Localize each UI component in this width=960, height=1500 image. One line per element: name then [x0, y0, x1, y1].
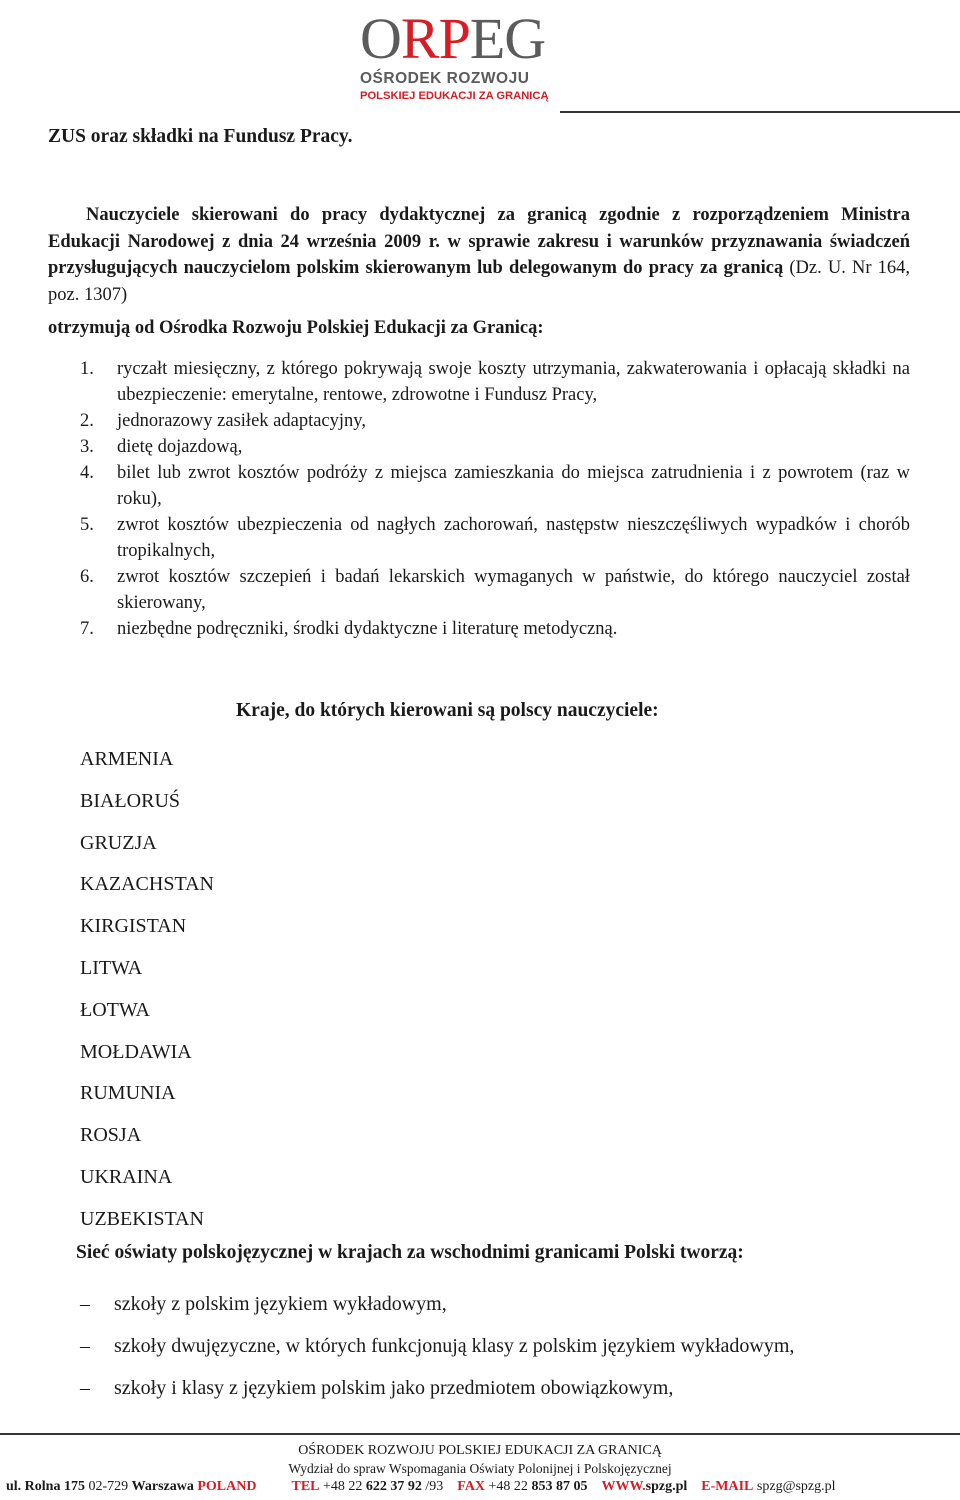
- zus-heading: ZUS oraz składki na Fundusz Pracy.: [48, 126, 353, 147]
- footer-email-label: E-MAIL: [701, 1479, 754, 1494]
- list-item: 7. niezbędne podręczniki, środki dydaktyczne i literaturę metodyczną.: [80, 619, 618, 639]
- footer-department: Wydział do spraw Wspomagania Oświaty Polonijnej i Polskojęzycznej: [288, 1461, 672, 1476]
- intro-citation: (Dz. U. Nr 164, poz. 1307): [48, 258, 910, 305]
- footer-city: Warszawa: [131, 1479, 194, 1494]
- list-item: GRUZJA: [80, 831, 157, 854]
- logo-letter-p: P: [438, 6, 470, 71]
- list-item: – szkoły i klasy z językiem polskim jako przedmiotem obowiązkowym,: [80, 1377, 674, 1399]
- list-item: MOŁDAWIA: [80, 1040, 192, 1063]
- footer-tel-ext: /93: [421, 1479, 444, 1494]
- list-item: – szkoły dwujęzyczne, w których funkcjonują klasy z polskim językiem wykładowym,: [80, 1335, 795, 1357]
- list-item: 3. dietę dojazdową,: [80, 437, 243, 457]
- logo-letter-r: R: [400, 6, 439, 71]
- network-list: [80, 1283, 794, 1409]
- list-item: RUMUNIA: [80, 1082, 176, 1105]
- footer-postcode: 02-729: [84, 1479, 132, 1494]
- list-item: KAZACHSTAN: [80, 873, 214, 896]
- list-item: LITWA: [80, 956, 143, 979]
- network-heading: Sieć oświaty polskojęzycznej w krajach za wschodnimi granicami Polski tworzą:: [76, 1242, 744, 1263]
- list-item: 4. bilet lub zwrot kosztów podróży z miejsca zamieszkania do miejsca zatrudnienia i z powrotem (raz w roku),: [80, 463, 910, 509]
- intro-bold-text: Nauczyciele skierowani do pracy dydaktycznej za granicą zgodnie z rozporządzeniem Ministra Edukacji Narodowej z dnia 24 września 2009 r. w sprawie zakresu i warunków przyznawania świadczeń przysługujących nauczycielom polskim skierowanym lub delegowanym do pracy za granicą: [48, 205, 910, 278]
- footer-email-link[interactable]: spzg@spzg.pl: [753, 1479, 836, 1494]
- footer-tel-label: TEL: [291, 1479, 320, 1494]
- footer-tel-prefix: +48 22: [319, 1479, 366, 1494]
- receive-heading: otrzymują od Ośrodka Rozwoju Polskiej Edukacji za Granicą:: [48, 318, 544, 338]
- footer-fax-number: 853 87 05: [531, 1479, 588, 1494]
- benefits-list: [80, 356, 910, 642]
- footer-country: POLAND: [197, 1479, 257, 1494]
- logo-line-1: OŚRODEK ROZWOJU: [360, 70, 530, 87]
- footer-fax-prefix: +48 22: [485, 1479, 532, 1494]
- logo-letter-o: O: [360, 6, 401, 71]
- orpeg-logo: [358, 4, 558, 104]
- list-item: – szkoły z polskim językiem wykładowym,: [80, 1293, 447, 1315]
- footer-contact-line: [6, 1479, 956, 1495]
- countries-heading: Kraje, do których kierowani są polscy nauczyciele:: [236, 700, 659, 721]
- list-item: 6. zwrot kosztów szczepień i badań lekarskich wymaganych w państwie, do którego nauczyciel został skierowany,: [80, 567, 910, 613]
- footer-www-link[interactable]: spzg.pl: [645, 1479, 688, 1494]
- footer-street: ul. Rolna 175: [6, 1479, 85, 1494]
- list-item: ROSJA: [80, 1124, 142, 1147]
- logo-line-2: POLSKIEJ EDUKACJI ZA GRANICĄ: [360, 90, 549, 102]
- footer-org-name: OŚRODEK ROZWOJU POLSKIEJ EDUKACJI ZA GRANICĄ: [298, 1443, 662, 1458]
- footer-divider: [0, 1433, 960, 1435]
- list-item: UZBEKISTAN: [80, 1207, 204, 1230]
- list-item: 2. jednorazowy zasiłek adaptacyjny,: [80, 411, 366, 431]
- list-item: KIRGISTAN: [80, 915, 187, 938]
- footer-www-label: WWW.: [601, 1479, 646, 1494]
- footer-tel-number: 622 37 92: [365, 1479, 422, 1494]
- countries-list: [80, 739, 214, 1241]
- list-item: BIAŁORUŚ: [80, 789, 181, 812]
- list-item: UKRAINA: [80, 1165, 173, 1188]
- header-divider: [560, 111, 960, 113]
- list-item: ARMENIA: [80, 748, 174, 770]
- footer-fax-label: FAX: [457, 1479, 486, 1494]
- list-item: ŁOTWA: [80, 998, 150, 1021]
- logo-wordmark: [360, 4, 545, 74]
- list-item: 1. ryczałt miesięczny, z którego pokrywają swoje koszty utrzymania, zakwaterowania i opłacają składki na ubezpieczenie: emerytalne, rentowe, zdrowotne i Fundusz Pracy,: [80, 359, 910, 405]
- intro-paragraph: [48, 202, 910, 308]
- list-item: 5. zwrot kosztów ubezpieczenia od nagłych zachorowań, następstw nieszczęśliwych wypadków i chorób tropikalnych,: [80, 515, 910, 561]
- logo-letters-eg: EG: [469, 6, 546, 71]
